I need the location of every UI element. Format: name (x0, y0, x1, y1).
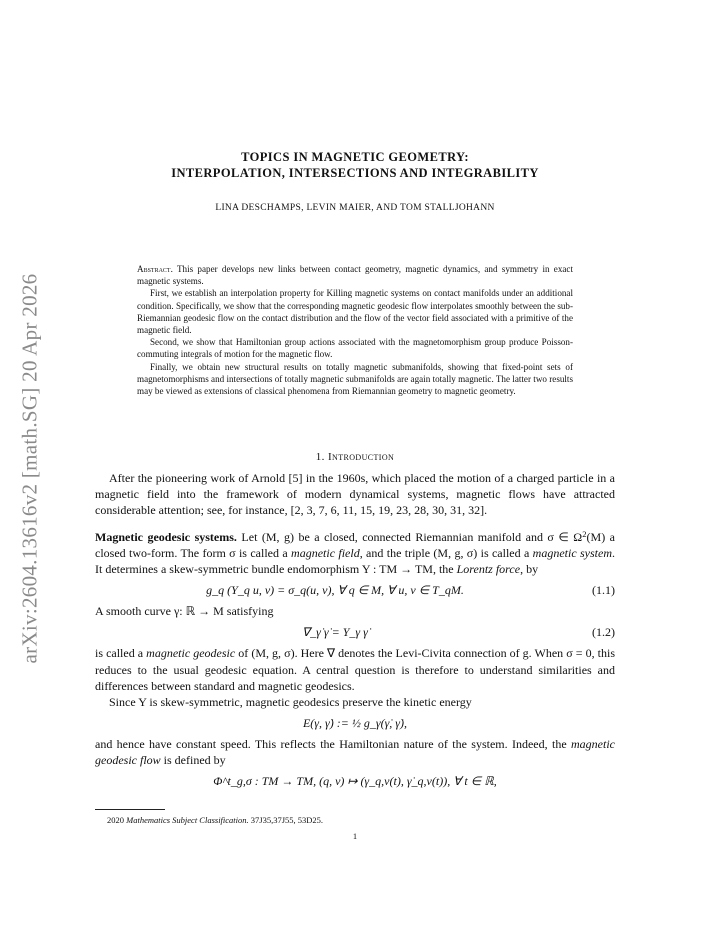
text-determines: . It determines a skew-symmetric bundle endomorphism Y : TM → TM, the (95, 545, 616, 576)
abstract-paragraph-2: First, we establish an interpolation property for Killing magnetic systems on contact manifolds under an additional condition. Specifically, we show that the corresponding magnetic geodesic flow interpolates smoothly between the sub-Riemannian geodesic flow on the contact distribution and the flow of the vector field associated with a primitive of the magnetic field. (137, 288, 573, 336)
footnote-msc-codes: 37J35,37J55, 53D25. (250, 815, 324, 825)
text-is-called: is called a (95, 646, 144, 661)
abstract-label: Abstract. (137, 264, 173, 274)
abstract-paragraph-1 (137, 263, 573, 287)
text-constant-speed: and hence have constant speed. This reflects the Hamiltonian nature of the system. Indeed, the (95, 737, 567, 752)
text-by: , by (520, 561, 539, 576)
term-lorentz-force: Lorentz force (456, 561, 521, 576)
footnote-msc-label: Mathematics Subject Classification. (126, 815, 249, 825)
arxiv-identifier-text: arXiv:2604.13616v2 [math.SG] 20 Apr 2026 (17, 273, 42, 663)
equation-1-1 (95, 577, 615, 603)
intro-paragraph-kinetic-energy: Since Y is skew-symmetric, magnetic geodesics preserve the kinetic energy (109, 694, 472, 709)
intro-smooth-curve: A smooth curve γ: ℝ → M satisfying (95, 604, 274, 619)
text-triple: , and the triple (M, g, σ) is called a (359, 545, 530, 560)
abstract (137, 263, 573, 397)
equation-geodesic-flow-body: Φ^t_g,σ : TM → TM, (q, v) ↦ (γ_q,v(t), γ̇_q,v(t)), ∀ t ∈ ℝ, (213, 774, 497, 789)
equation-1-1-number: (1.1) (592, 582, 615, 597)
term-magnetic-geodesic-flow: magnetic geodesic flow (95, 737, 616, 768)
intro-paragraph-1: After the pioneering work of Arnold [5] in the 1960s, which placed the motion of a charged particle in a magnetic field into the framework of modern dynamical systems, magnetic flows have attracted considerable attention; see, for instance, [2, 3, 7, 6, 11, 15, 19, 23, 28, 30, 31, 32]. (95, 471, 615, 518)
equation-1-1-body: g_q (Y_q u, v) = σ_q(u, v), ∀ q ∈ M, ∀ u, v ∈ T_qM. (206, 582, 464, 597)
equation-kinetic-energy (95, 710, 615, 736)
intro-paragraph-hamiltonian (95, 736, 615, 768)
author-list: LINA DESCHAMPS, LEVIN MAIER, AND TOM STALLJOHANN (215, 203, 495, 213)
paper-title-line-2: INTERPOLATION, INTERSECTIONS AND INTEGRABILITY (171, 166, 539, 180)
introduction-body (95, 470, 615, 795)
page-number: 1 (352, 831, 358, 841)
section-heading-introduction: 1. Introduction (315, 451, 395, 463)
equation-1-2-number: (1.2) (592, 625, 615, 640)
equation-geodesic-flow (95, 769, 615, 795)
footnote-msc (107, 815, 607, 825)
text-closed-form: (M) a closed two-form. The form σ is called a (95, 529, 615, 560)
paragraph-heading-magnetic-geodesic-systems: Magnetic geodesic systems. (95, 529, 237, 544)
abstract-paragraph-4: Finally, we obtain new structural results on totally magnetic submanifolds, showing that fixed-point sets of magnetomorphisms and intersections of totally magnetic submanifolds are again totally magnetic. The latter two results may be viewed as extensions of classical phenomena from Riemannian geometry to magnetic geometry. (137, 361, 573, 397)
text-levi-civita: of (M, g, σ). Here ∇ denotes the Levi-Civita connection of g. When σ = 0, this reduces to the usual geodesic equation. A central question is therefore to understand similarities and differences between standard and magnetic geodesics. (95, 646, 615, 693)
footnote-divider (95, 809, 165, 810)
text-let: Let (M, g) be a closed, connected Riemannian manifold and σ ∈ Ω (241, 529, 583, 544)
abstract-paragraph-3: Second, we show that Hamiltonian group actions associated with the magnetomorphism group produce Poisson-commuting integrals of motion for the magnetic flow. (137, 337, 573, 360)
arxiv-identifier (0, 248, 60, 688)
equation-1-2 (95, 619, 615, 645)
equation-kinetic-energy-body: E(γ, γ̇) := ½ g_γ(γ̇, γ̇), (302, 716, 408, 730)
text-superscript-2: 2 (582, 528, 587, 539)
term-magnetic-geodesic: magnetic geodesic (146, 646, 236, 661)
text-is-defined-by: is defined by (163, 753, 226, 768)
footnote-year: 2020 (107, 815, 124, 825)
term-magnetic-field: magnetic field (291, 545, 360, 560)
intro-paragraph-magnetic-systems (95, 526, 615, 577)
intro-paragraph-magnetic-geodesic (95, 645, 615, 694)
equation-1-2-body: ∇_γ̇ γ̇ = Y_γ γ̇ (302, 625, 368, 640)
paper-title-line-1: TOPICS IN MAGNETIC GEOMETRY: (241, 150, 469, 164)
abstract-text-1: This paper develops new links between contact geometry, magnetic dynamics, and symmetry in exact magnetic systems. (137, 264, 573, 287)
term-magnetic-system: magnetic system (532, 545, 613, 560)
